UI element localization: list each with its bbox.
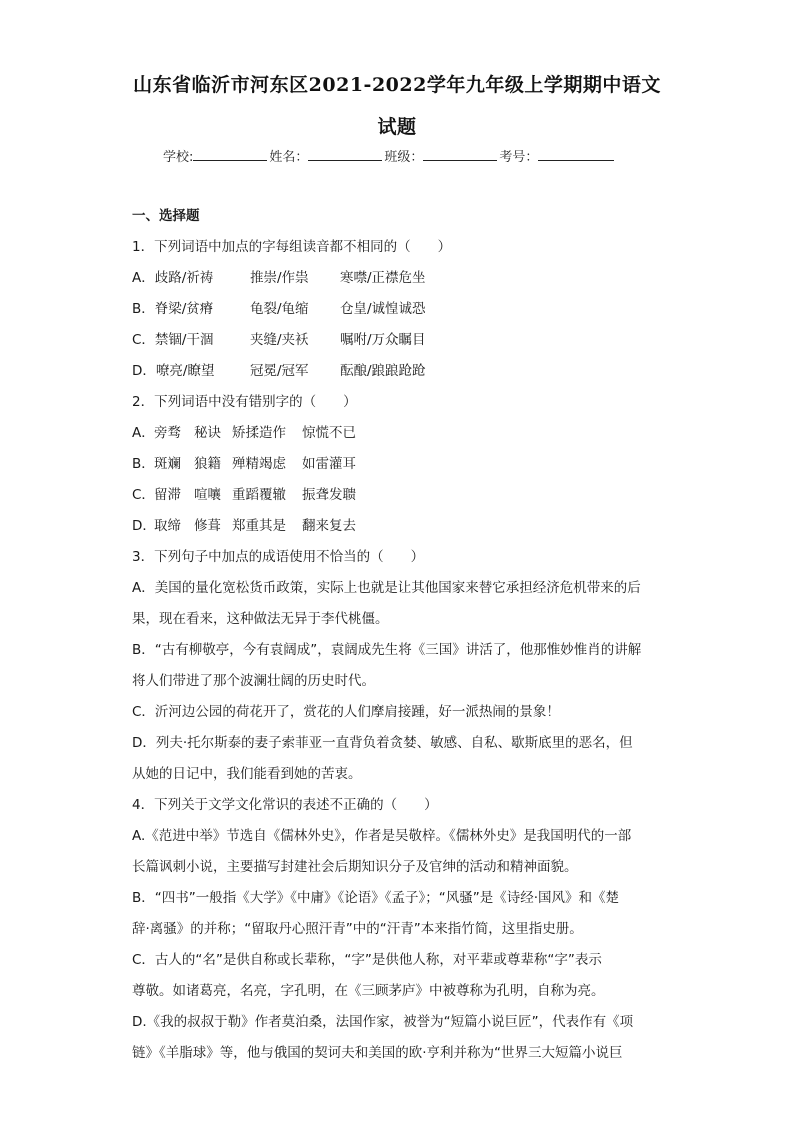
question-3-option-b[interactable] xyxy=(132,639,662,701)
option-word: 秘诀 xyxy=(194,425,221,441)
question-2-option-d[interactable] xyxy=(132,515,662,546)
question-3-stem: 3．下列句子中加点的成语使用不恰当的（ ） xyxy=(132,549,425,565)
option-word: 狼籍 xyxy=(194,456,221,472)
question-2-option-b[interactable] xyxy=(132,453,662,484)
option-word: 惊慌不已 xyxy=(302,425,356,441)
option-line: A．美国的量化宽松货币政策，实际上也就是让其他国家来替它承担经济危机带来的后 xyxy=(132,580,641,596)
option-text: C．禁锢/干涸 xyxy=(132,332,214,348)
option-word: 取缔 xyxy=(154,518,181,534)
option-word: 如雷灌耳 xyxy=(302,456,356,472)
option-line: 链》《羊脂球》等，他与俄国的契诃夫和美国的欧·亨利并称为“世界三大短篇小说巨 xyxy=(132,1045,623,1061)
option-word: 喧嚷 xyxy=(194,487,221,503)
option-line: D．列夫·托尔斯泰的妻子索菲亚一直背负着贪婪、敏感、自私、歇斯底里的恶名，但 xyxy=(132,735,633,751)
option-word: 矫揉造作 xyxy=(232,425,286,441)
question-4-stem: 4．下列关于文学文化常识的表述不正确的（ ） xyxy=(132,797,438,813)
name-label: 姓名： xyxy=(269,150,309,165)
exam-content xyxy=(132,205,662,1073)
question-4-option-a[interactable] xyxy=(132,825,662,887)
question-1-option-c[interactable] xyxy=(132,329,662,360)
question-1-option-b[interactable] xyxy=(132,298,662,329)
question-3-option-d[interactable] xyxy=(132,732,662,794)
question-1-option-a[interactable] xyxy=(132,267,662,298)
question-2-stem: 2．下列词语中没有错别字的（ ） xyxy=(132,394,357,410)
option-word: 翻来复去 xyxy=(302,518,356,534)
question-4-option-c[interactable] xyxy=(132,949,662,1011)
option-text: 推崇/作祟 xyxy=(250,270,309,286)
question-4-option-b[interactable] xyxy=(132,887,662,949)
name-blank[interactable] xyxy=(308,146,382,161)
question-4-option-d[interactable] xyxy=(132,1011,662,1073)
option-text: 仓皇/诚惶诚恐 xyxy=(340,301,426,317)
option-text: 夹缝/夹袄 xyxy=(250,332,309,348)
option-word: 振聋发聩 xyxy=(302,487,356,503)
option-line: 将人们带进了那个波澜壮阔的历史时代。 xyxy=(132,673,375,689)
option-text: 冠冕/冠军 xyxy=(250,363,309,379)
option-word: 斑斓 xyxy=(154,456,181,472)
question-1-option-d[interactable] xyxy=(132,360,662,391)
option-text: 酝酿/踉踉跄跄 xyxy=(340,363,426,379)
option-letter: B． xyxy=(132,456,155,472)
option-text: D．嘹亮/瞭望 xyxy=(132,363,215,379)
option-word: 殚精竭虑 xyxy=(232,456,286,472)
option-letter: A． xyxy=(132,425,155,441)
class-label: 班级： xyxy=(384,150,424,165)
question-3-option-a[interactable] xyxy=(132,577,662,639)
option-line: 辞·离骚》的并称；“留取丹心照汗青”中的“汗青”本来指竹简，这里指史册。 xyxy=(132,921,583,937)
option-line: 从她的日记中，我们能看到她的苦衷。 xyxy=(132,766,362,782)
question-2-option-a[interactable] xyxy=(132,422,662,453)
option-letter: D． xyxy=(132,518,156,534)
question-2-option-c[interactable] xyxy=(132,484,662,515)
school-blank[interactable] xyxy=(193,146,267,161)
question-3-option-c[interactable] xyxy=(132,701,662,732)
option-letter: C． xyxy=(132,487,155,503)
page-title: 山东省临沂市河东区2021-2022学年九年级上学期期中语文 xyxy=(133,74,661,96)
section-heading: 一、选择题 xyxy=(132,208,200,224)
number-blank[interactable] xyxy=(538,146,614,161)
option-text: B．脊梁/贫瘠 xyxy=(132,301,214,317)
option-line: A.《范进中举》节选自《儒林外史》，作者是吴敬梓。《儒林外史》是我国明代的一部 xyxy=(132,828,632,844)
school-label: 学校: xyxy=(163,150,194,165)
class-blank[interactable] xyxy=(423,146,497,161)
option-word: 旁骛 xyxy=(154,425,181,441)
option-word: 郑重其是 xyxy=(232,518,286,534)
option-line: D.《我的叔叔于勒》作者莫泊桑，法国作家，被誉为“短篇小说巨匠”，代表作有《项 xyxy=(132,1014,634,1030)
option-line: 长篇讽刺小说，主要描写封建社会后期知识分子及官绅的活动和精神面貌。 xyxy=(132,859,578,875)
number-label: 考号： xyxy=(499,150,539,165)
option-line: B．“四书”一般指《大学》《中庸》《论语》《孟子》；“风骚”是《诗经·国风》和《楚 xyxy=(132,890,620,906)
option-line: 果，现在看来，这种做法无异于李代桃僵。 xyxy=(132,611,389,627)
student-info-row xyxy=(163,146,616,165)
option-word: 重蹈覆辙 xyxy=(232,487,286,503)
option-line: 尊敬。如诸葛亮，名亮，字孔明，在《三顾茅庐》中被尊称为孔明，自称为亮。 xyxy=(132,983,605,999)
option-text: 龟裂/龟缩 xyxy=(250,301,309,317)
option-line: B．“古有柳敬亭，今有袁阔成”，袁阔成先生将《三国》讲活了，他那惟妙惟肖的讲解 xyxy=(132,642,642,658)
option-word: 留滞 xyxy=(154,487,181,503)
option-word: 修葺 xyxy=(194,518,221,534)
question-1-stem: 1．下列词语中加点的字每组读音都不相同的（ ） xyxy=(132,239,452,255)
option-text: 寒噤/正襟危坐 xyxy=(340,270,426,286)
option-text: 嘱咐/万众瞩目 xyxy=(340,332,426,348)
option-line: C．古人的“名”是供自称或长辈称，“字”是供他人称，对平辈或尊辈称“字”表示 xyxy=(132,952,602,968)
option-text: A．歧路/祈祷 xyxy=(132,270,214,286)
option-line: C．沂河边公园的荷花开了，赏花的人们摩肩接踵，好一派热闹的景象！ xyxy=(132,704,560,720)
page-title-continued: 试题 xyxy=(377,116,417,138)
